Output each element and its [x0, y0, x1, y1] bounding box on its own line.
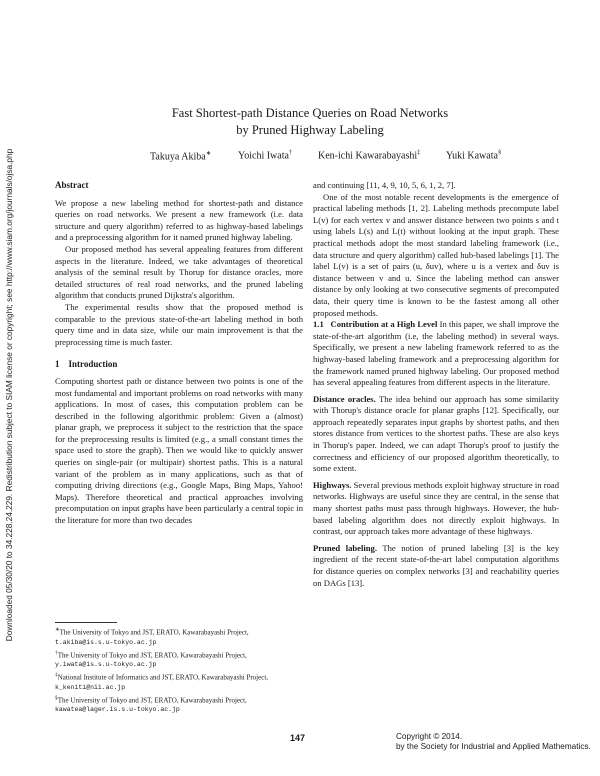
subsection-body: In this paper, we shall improve the state-of-the-art algorithm (i.e, the labeling method) in several ways. Specifically, we present a new labeling framework referred to as the highway-based labeling framework and a preprocessing algorithm for the framework named pruned highway labeling. Our proposed method has several appealing features from different aspects in the literature.	[313, 319, 559, 388]
para-distance-oracles	[313, 394, 559, 475]
intro-p1: Computing shortest path or distance between two points is one of the most fundamental and important problems on road networks with many applications. In most of cases, this computation problem can be described in the following algorithmic problem: Given a (almost) planar graph, we preprocess it subject to the restriction that the space for the preprocessing results is limited (e.g., a small constant times the space used to store the graph). Then we would like to quickly answer queries on single-pair (or multipair) shortest paths. This is a natural variant of the problem as in many applications, such as that of computing driving directions (e.g., Google Maps, Bing Maps, Yahoo! Maps). Therefore theoretical and practical approaches involving precomputation on input graphs have been particularly a central topic in the literature for more than two decades	[55, 375, 303, 526]
copyright-notice	[396, 732, 591, 752]
title-line-1: Fast Shortest-path Distance Queries on Road Networks	[171, 106, 449, 120]
abstract-p2: Our proposed method has several appealing features from different aspects in the literature. Indeed, we take advantages of theoretical analysis of the seminal result by Thorup for distance oracles, more detailed structures of real road networks, and the pruned labeling algorithm that conducts pruned Dijkstra's algorithm.	[55, 243, 303, 301]
author-4	[446, 149, 501, 161]
author-3	[318, 149, 420, 161]
intro-heading	[55, 359, 303, 371]
left-column	[55, 180, 303, 527]
paper-title	[100, 105, 520, 139]
para-text: Several previous methods exploit highway structure in road networks. Highways are useful since they are central, in the sense that many shortest paths must pass through highways. However, the hub-based labeling algorithm does not directly exploit highways. In contrast, our approach takes more advantage of these highways.	[313, 479, 559, 537]
footnote-text: National Institute of Informatics and JST, ERATO, Kawarabayashi Project,	[57, 673, 269, 682]
author-1	[150, 149, 211, 162]
subsection-text	[313, 319, 559, 389]
abstract-p3: The experimental results show that the proposed method is comparable to the previous state-of-the-art labeling method in both query time and in data size, while our main improvement is that the preprocessing time is much faster.	[55, 301, 303, 347]
author-mark: ∗	[205, 150, 212, 157]
footnote-text: The University of Tokyo and JST, ERATO, Kawarabayashi Project,	[57, 650, 247, 659]
intro-p2: One of the most notable recent developments is the emergence of practical labeling methods [1, 2]. Labeling methods precompute label L(v) for each vertex v and answer distance between two points s and t using labels L(s) and L(t) without looking at the input graph. These practical methods adopt the most standard labeling framework (i.e., data structure and query algorithm) called hub-based labelings [1]. The label L(v) is a set of pairs (u, δuv), where u is a vertex and δuv is distance between v and u. Since the labeling method can answer distance by only looking at two consecutive segments of precomputed data, their query time is known to be the fastest among all other proposed methods.	[313, 191, 559, 318]
right-column	[313, 180, 559, 589]
footnote-mark: †	[55, 649, 58, 656]
author-mark: §	[497, 149, 502, 156]
footnote-email: kawatea@lager.is.s.u-tokyo.ac.jp	[55, 706, 180, 714]
author-name: Ken-ichi Kawarabayashi	[318, 150, 418, 162]
para-label: Pruned labeling.	[313, 542, 377, 553]
copyright-line-1: Copyright © 2014.	[396, 732, 463, 741]
footnote-email: t.akiba@is.s.u-tokyo.ac.jp	[55, 638, 157, 646]
footnote-mark: ‡	[55, 672, 58, 679]
footnote-text: The University of Tokyo and JST, ERATO, Kawarabayashi Project,	[57, 695, 247, 704]
abstract-p1: We propose a new labeling method for shortest-path and distance queries on road networks. We present a new framework (i.e. data structure and query algorithm) referred to as highway-based labelings and a preprocessing algorithm for it named pruned highway labeling.	[55, 197, 303, 243]
para-label: Distance oracles.	[313, 393, 376, 404]
footnote-mark: ∗	[55, 627, 60, 633]
intro-title: Introduction	[68, 359, 118, 370]
author-name: Yuki Kawata	[446, 150, 498, 162]
subsection-runin-num: 1.1	[313, 319, 324, 330]
download-notice: Downloaded 05/30/20 to 34.228.24.229. Redistribution subject to SIAM license or copyright; see http://www.siam.org/journals/ojsa.php	[4, 148, 14, 642]
abstract-heading: Abstract	[55, 180, 89, 190]
footnote-email: k_keniti@nii.ac.jp	[55, 683, 126, 691]
footnotes	[55, 626, 303, 716]
download-sidebar	[0, 0, 18, 776]
footnote-text: The University of Tokyo and JST, ERATO, Kawarabayashi Project,	[59, 628, 249, 637]
intro-continuation: and continuing [11, 4, 9, 10, 5, 6, 1, 2, 7].	[313, 180, 456, 190]
author-mark: †	[288, 149, 293, 156]
author-name: Yoichi Iwata	[238, 150, 289, 162]
author-2	[238, 149, 292, 161]
para-highways	[313, 480, 559, 538]
title-line-2: by Pruned Highway Labeling	[236, 123, 384, 137]
para-text: The notion of pruned labeling [3] is the key ingredient of the recent state-of-the-art label computation algorithms for distance queries on complex networks [3] and reachability queries on DAGs [13].	[313, 542, 559, 588]
author-mark: ‡	[417, 149, 421, 156]
footnote-3	[55, 671, 303, 693]
footnote-email: y.iwata@is.s.u-tokyo.ac.jp	[55, 661, 157, 669]
page-number: 147	[290, 733, 306, 743]
subsection-runin-title: Contribution at a High Level	[330, 319, 438, 330]
footnote-rule	[55, 622, 117, 623]
para-pruned-labeling	[313, 543, 559, 589]
para-text: The idea behind our approach has some similarity with Thorup's distance oracle for planar graphs [12]. Specifically, our approach repeatedly separates input graphs by shortest paths, and then stores distance from vertices to the shortest paths. These are also keys in Thorup's paper. Indeed, we can adapt Thorup's proof to justify the correctness and efficiency of our proposed algorithm theoretically, to some extent.	[313, 393, 559, 474]
author-name: Takuya Akiba	[150, 151, 206, 163]
footnote-mark: §	[55, 694, 58, 701]
footnote-2	[55, 649, 303, 671]
footnote-4	[55, 694, 303, 716]
intro-num: 1	[55, 359, 60, 370]
footnote-1	[55, 626, 303, 648]
copyright-line-2: by the Society for Industrial and Applied Mathematics.	[396, 742, 591, 751]
para-label: Highways.	[313, 479, 352, 490]
